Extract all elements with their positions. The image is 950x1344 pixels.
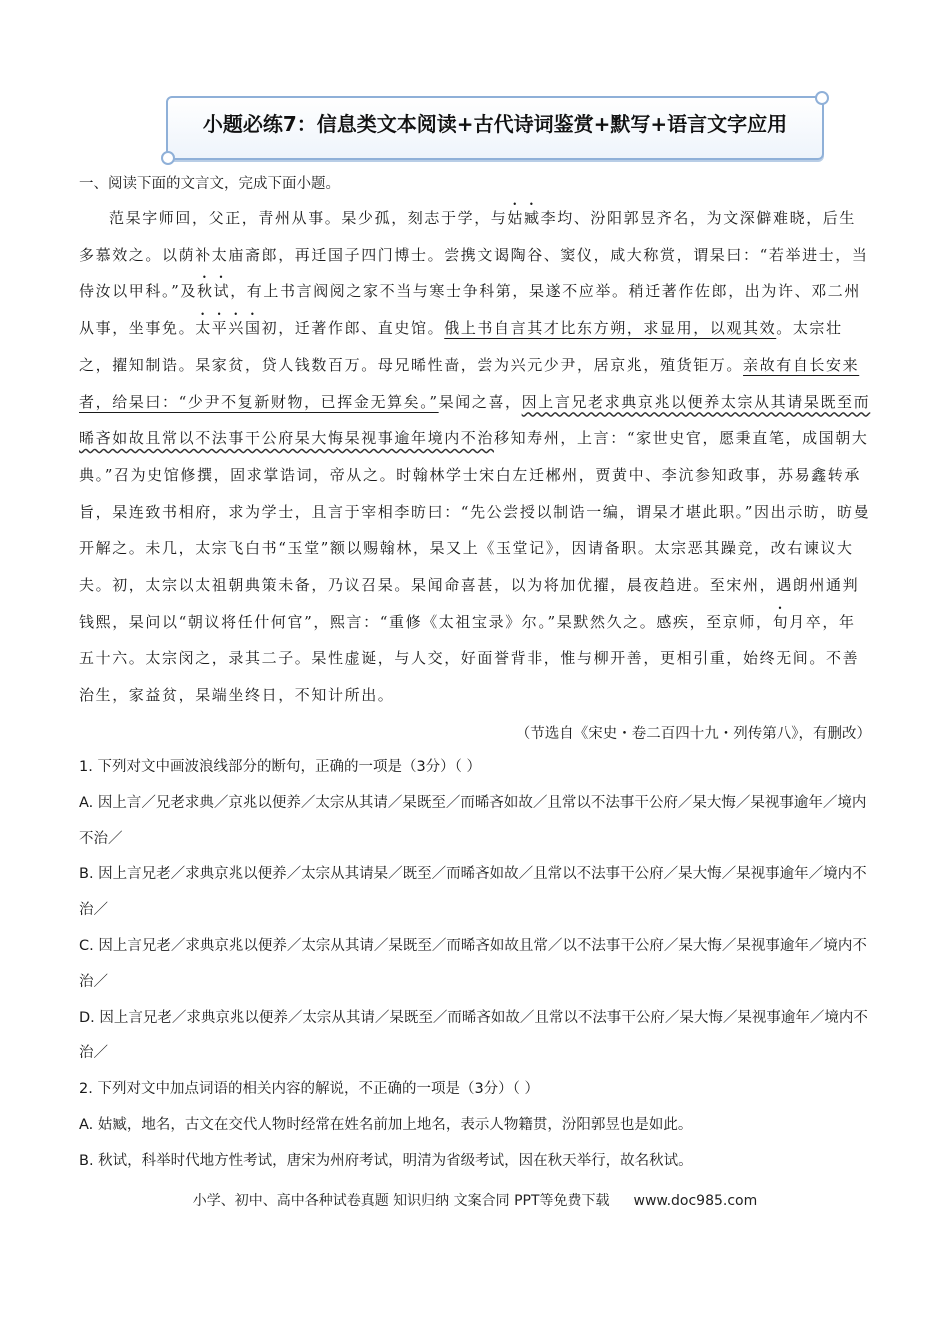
question-stem: 2. 下列对文中加点词语的相关内容的解说，不正确的一项是（3分）（ ） (79, 1081, 540, 1098)
footer-link[interactable]: www.doc985.com (633, 1193, 758, 1209)
scroll-curl-decoration (161, 151, 175, 165)
option-b: B. 因上言兄老／求典京兆以便养／太宗从其请杲／既至／而晞吝如故／且常以不法事干公府／杲大悔／杲视事逾年／境内不治／ (79, 866, 867, 919)
passage-text: 范杲字师回，父正，青州从事。杲少孤，刻志于学，与 (109, 209, 508, 227)
scroll-curl-decoration (815, 91, 829, 105)
passage-text: 。太宗壮之，擢知制诰。杲家贫，贷人钱数百万。母兄晞性啬，尝为兴元少尹，居京兆，殖货钜万。 (79, 319, 843, 374)
passage-source: （节选自《宋史・卷二百四十九・列传第八》，有删改） (515, 726, 871, 742)
passage-text: 移知寿州，上言：“家世史官，愿秉直笔，成国朝大典。”召为史馆修撰，固求掌诰词，帝从之。时翰林学士宋白左迁郴州，贾黄中、李沆参知政事，苏易鑫转承旨，杲连致书相府，求为学士，且言于宰相李昉曰：“先公尝授以制诰一编，谓杲才堪此职。”因出示昉，昉曼开解之。未几，太宗飞白书“玉堂”额以赐翰林，杲又上《玉堂记》，因请备职。太宗恶其躁竞，改右谏议大夫。初，太宗以太祖朝典策未备，乃议召杲。杲闻命喜甚，以为将加优擢，晨夜趋进。至宋州，遇朗州通判钱熙，杲问以“朝议将任什何官”，熙言：“重修《太祖宝录》尔。”杲默然久之。感疾，至京师， (79, 429, 871, 631)
dotted-term: 旬 (772, 612, 790, 631)
passage-text: 杲闻之喜， (438, 392, 522, 411)
option-a: A. 姑臧，地名，古文在交代人物时经常在姓名前加上地名，表示人物籍贯，汾阳郭昱也是如此。 (79, 1116, 693, 1133)
footer-text: 小学、初中、高中各种试卷真题 知识归纳 文案合同 PPT等免费下载 (192, 1193, 610, 1209)
dotted-term: 姑臧 (507, 209, 541, 227)
option-c: C. 因上言兄老／求典京兆以便养／太宗从其请／杲既至／而晞吝如故且常／以不法事干公府／杲大悔／杲视事逾年／境内不治／ (79, 937, 867, 990)
underlined-sentence: 俄上书自言其才比东方朔，求显用，以观其效 (444, 319, 777, 338)
title-banner (166, 96, 824, 160)
question-stem: 1. 下列对文中画波浪线部分的断句，正确的一项是（3分）（ ） (79, 759, 482, 775)
dotted-term: 太平兴国 (195, 319, 262, 338)
passage-text: 李均、汾阳郭昱齐名，为文深僻难晓，后生多慕效之。以荫补太庙斋郎，再迁国子四门博士。尝携文谒陶谷、窦仪，咸大称赏，谓杲曰：“若举进士，当侍汝以甲科。”及 (79, 209, 869, 301)
passage-text: ，有上书言阀阅之家不当与寒士争科第，杲遂不应举。稍迁著作佐郎，出为许、邓二州从事，坐事免。 (79, 282, 861, 338)
passage-text: 月卒，年五十六。太宗闵之，录其二子。杲性虚诞，与人交，好面誉背非，惟与柳开善，更相引重，始终无间。不善治生，家益贫，杲端坐终日，不知计所出。 (79, 612, 860, 705)
option-d: D. 因上言兄老／求典京兆以便养／太宗从其请／杲既至／而晞吝如故／且常以不法事干公府／杲大悔／杲视事逾年／境内不治／ (79, 1009, 868, 1062)
underlined-sentence: 亲故有自长安来者，给杲曰：“少尹不复新财物，已挥金无算矣。” (79, 355, 860, 411)
page-footer (0, 1190, 950, 1210)
wavy-underlined-sentence: 因上言兄老求典京兆以便养太宗从其请杲既至而晞吝如故且常以不法事干公府杲大悔杲视事逾年境内不治 (79, 392, 871, 448)
classical-passage (79, 200, 871, 714)
section-heading: 一、阅读下面的文言文，完成下面小题。 (79, 176, 340, 192)
passage-paragraph (79, 200, 871, 714)
option-b: B. 秋试，科举时代地方性考试，唐宋为州府考试，明清为省级考试，因在秋天举行，故名秋试。 (79, 1152, 693, 1169)
passage-text: 初，迁著作郎、直史馆。 (261, 319, 445, 338)
page-title: 小题必练7：信息类文本阅读+古代诗词鉴赏+默写+语言文字应用 (202, 112, 788, 136)
option-a: A. 因上言／兄老求典／京兆以便养／太宗从其请／杲既至／而晞吝如故／且常以不法事干公府／杲大悔／杲视事逾年／境内不治／ (79, 794, 867, 847)
dotted-term: 秋试 (196, 282, 231, 301)
question-list (79, 750, 875, 1180)
